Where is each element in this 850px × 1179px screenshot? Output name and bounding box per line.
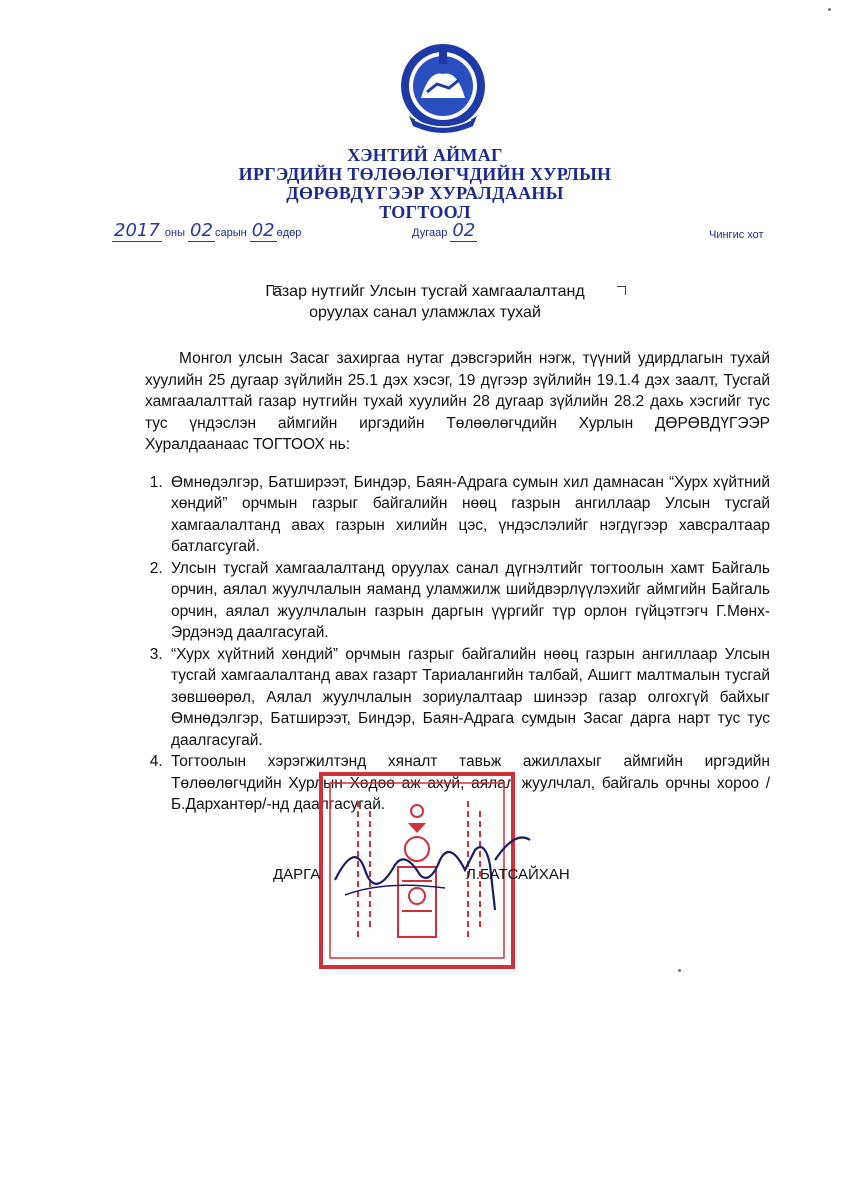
resolution-body (145, 348, 770, 816)
scan-speck (678, 969, 681, 972)
date-year-suffix: оны (164, 227, 185, 239)
date-month: 02 (190, 220, 213, 241)
signatory-title: ДАРГА (273, 866, 321, 883)
header-council: ИРГЭДИЙН ТӨЛӨӨЛӨГЧДИЙН ХУРЛЫН (238, 164, 612, 184)
date-day-suffix: өдөр (276, 227, 302, 239)
number-line (412, 220, 477, 241)
state-emblem-icon (399, 40, 487, 138)
intro-paragraph: Монгол улсын Засаг захиргаа нутаг дэвсгэрийн нэгж, түүний удирдлагын тухай хуулийн 25 дугаар зүйлийн 25.1 дэх хэсэг, 19 дүгээр зүйлийн 19.1.4 дэх заалт, Тусгай хамгаалалттай газар нутгийн тухай хуулийн 28 дугаар зүйлийн 28.2 дахь хэсгийг тус тус үндэслэн аймгийн иргэдийн Төлөөлөгчдийн Хурлын ДӨРӨВДҮГЭЭР Хуралдаанаас ТОГТООХ нь: (145, 350, 770, 453)
list-item: 2. Улсын тусгай хамгаалалтанд оруулах санал дүгнэлтийг тогтоолын хамт Байгаль орчин, аялал жуулчлалын яаманд уламжилж шийдвэрлүүлэхийг аймгийн Байгаль орчин, аялал жуулчлалын газрын даргын үүргийг түр орлон гүйцэтгэгч Г.Мөнх-Эрдэнэд даалгасугай. (167, 558, 770, 644)
resolution-items (145, 472, 770, 816)
list-item: 4. Тогтоолын хэрэгжилтэнд хяналт тавьж ажиллахыг аймгийн иргэдийн Төлөөлөгчдийн Хурлын Хөдөө аж ахуй, аялал жуулчлал, байгаль орчны хороо /Б.Дархантөр/-нд даалгасугай. (167, 751, 770, 816)
document-number: 02 (452, 220, 476, 241)
list-item: 1. Өмнөдэлгэр, Батширээт, Биндэр, Баян-Адрага сумын хил дамнасан “Хурх хүйтний хөндий” орчмын газрыг байгалийн нөөц газрын ангиллаар Улсын тусгай хамгаалалтанд авах газрын хилийн цэс, үндэслэлийг нэгдүгээр хавсралтаар батлагсугай. (167, 472, 770, 558)
scan-speck (828, 8, 831, 11)
header-aimag: ХЭНТИЙ АЙМАГ (347, 145, 503, 165)
date-day: 02 (251, 220, 275, 241)
city-name: Чингис хот (709, 229, 764, 241)
date-year: 2017 (114, 220, 160, 241)
number-label: Дугаар (412, 227, 448, 239)
date-line (112, 220, 301, 241)
header-resolution: ТОГТООЛ (379, 202, 471, 222)
header-session: ДӨРӨВДҮГЭЭР ХУРАЛДААНЫ (286, 183, 564, 203)
date-month-suffix: сарын (214, 227, 247, 239)
subject-line-2: оруулах санал уламжлах тухай (309, 304, 541, 321)
signatory-name: Л.БАТСАЙХАН (466, 866, 570, 883)
list-item: 3. “Хурх хүйтний хөндий” орчмын газрыг байгалийн нөөц газрын ангиллаар Улсын тусгай хамгаалалтанд авах газарт Тариалангийн талбай, Ашигт малтмалын тусгай зөвшөөрөл, Аялал жуулчлалын зориулалтаар шинээр газар олгохгүй байхыг Өмнөдэлгэр, Батширээт, Биндэр, Баян-Адрага сумдын Засаг дарга нарт тус тус даалгасугай. (167, 644, 770, 752)
subject-line-1: Газар нутгийг Улсын тусгай хамгаалалтанд (265, 283, 585, 300)
